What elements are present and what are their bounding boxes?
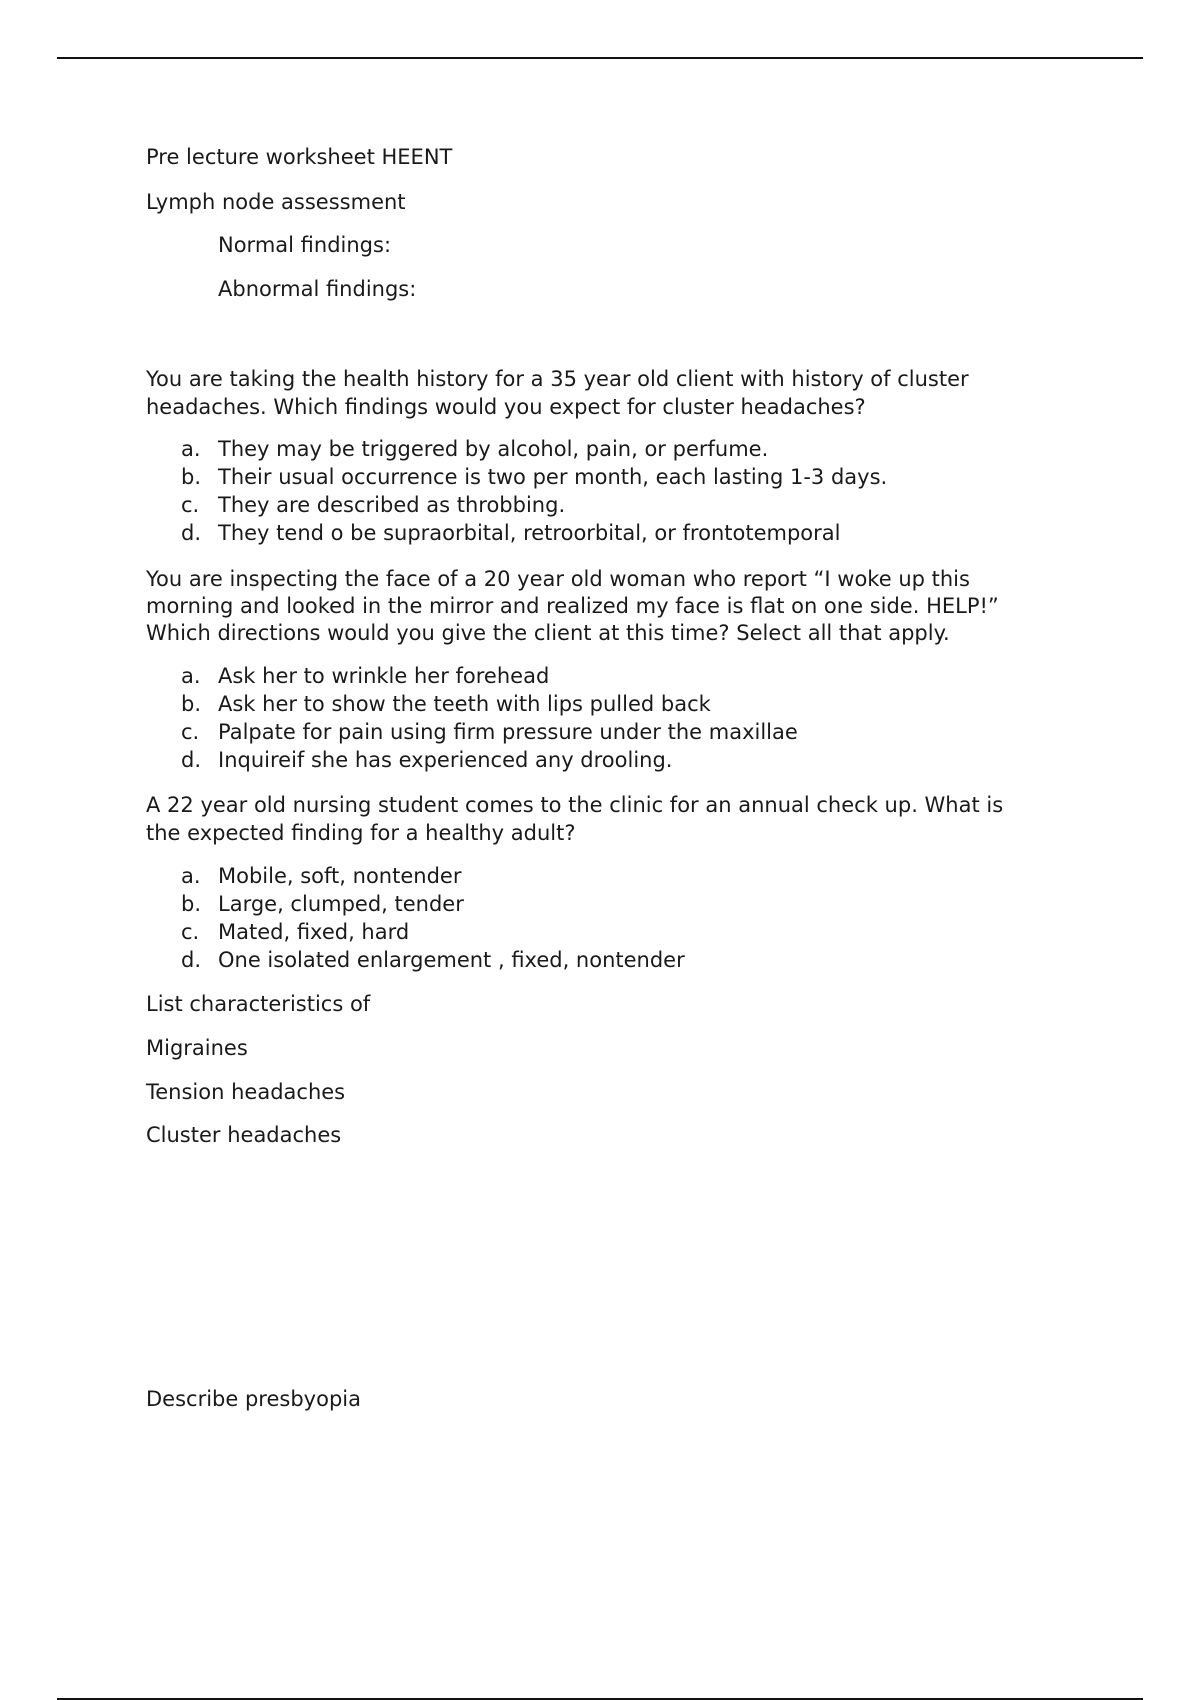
option-letter: b. [181, 892, 202, 916]
option-text: They are described as throbbing. [218, 493, 566, 517]
question-2-line-1: You are inspecting the face of a 20 year old woman who report “I woke up this [146, 567, 970, 591]
migraines-label: Migraines [146, 1036, 248, 1060]
option-text: They tend o be supraorbital, retroorbital, or frontotemporal [218, 521, 841, 545]
option-letter: c. [181, 493, 200, 517]
option-text: Ask her to wrinkle her forehead [218, 664, 550, 688]
option-letter: a. [181, 437, 201, 461]
option-text: Mated, fixed, hard [218, 920, 410, 944]
option-letter: d. [181, 521, 202, 545]
tension-headaches-label: Tension headaches [146, 1080, 346, 1104]
question-1-line-2: headaches. Which findings would you expect for cluster headaches? [146, 395, 866, 419]
option-text: Mobile, soft, nontender [218, 864, 462, 888]
option-text: They may be triggered by alcohol, pain, or perfume. [218, 437, 769, 461]
cluster-headaches-label: Cluster headaches [146, 1123, 342, 1147]
normal-findings-label: Normal findings: [218, 233, 392, 257]
question-3-line-2: the expected finding for a healthy adult? [146, 821, 576, 845]
question-2-line-3: Which directions would you give the client at this time? Select all that apply. [146, 621, 950, 645]
worksheet-title: Pre lecture worksheet HEENT [146, 145, 453, 169]
lymph-node-heading: Lymph node assessment [146, 190, 406, 214]
option-letter: b. [181, 692, 202, 716]
option-letter: a. [181, 864, 201, 888]
option-text: Inquireif she has experienced any drooling. [218, 748, 673, 772]
option-letter: c. [181, 720, 200, 744]
option-text: Large, clumped, tender [218, 892, 464, 916]
option-letter: b. [181, 465, 202, 489]
option-text: Ask her to show the teeth with lips pulled back [218, 692, 711, 716]
option-letter: a. [181, 664, 201, 688]
question-3-line-1: A 22 year old nursing student comes to the clinic for an annual check up. What is [146, 793, 1004, 817]
option-letter: d. [181, 748, 202, 772]
option-text: Palpate for pain using firm pressure under the maxillae [218, 720, 798, 744]
describe-presbyopia-prompt: Describe presbyopia [146, 1387, 361, 1411]
list-characteristics-heading: List characteristics of [146, 992, 371, 1016]
question-1-line-1: You are taking the health history for a 35 year old client with history of cluster [146, 367, 969, 391]
option-letter: d. [181, 948, 202, 972]
option-text: Their usual occurrence is two per month, each lasting 1-3 days. [218, 465, 888, 489]
question-2-line-2: morning and looked in the mirror and realized my face is flat on one side. HELP!” [146, 594, 999, 618]
top-rule [57, 57, 1143, 59]
option-letter: c. [181, 920, 200, 944]
option-text: One isolated enlargement , fixed, nontender [218, 948, 685, 972]
abnormal-findings-label: Abnormal findings: [218, 277, 417, 301]
